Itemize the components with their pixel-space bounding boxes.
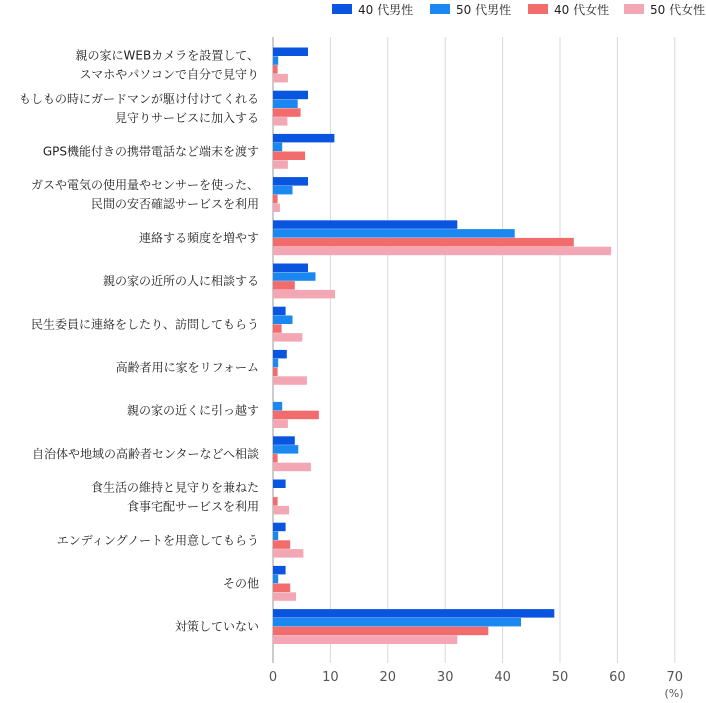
category-label: 親の家の近所の人に相談する bbox=[102, 274, 259, 289]
x-tick-label: 20 bbox=[379, 670, 397, 685]
bar bbox=[273, 247, 611, 256]
bar bbox=[273, 420, 288, 429]
legend-swatch bbox=[624, 4, 644, 14]
bar bbox=[273, 368, 278, 377]
bar bbox=[273, 195, 278, 204]
bar bbox=[273, 152, 305, 161]
bar bbox=[273, 229, 515, 238]
bar bbox=[273, 333, 302, 342]
bar bbox=[273, 480, 286, 489]
category-label: 食生活の維持と見守りを兼ねた食事宅配サービスを利用 bbox=[90, 480, 259, 514]
legend-swatch bbox=[528, 4, 548, 14]
category-labels bbox=[19, 48, 259, 634]
bar bbox=[273, 290, 335, 299]
bar bbox=[273, 264, 308, 273]
bar bbox=[273, 575, 278, 584]
bar bbox=[273, 584, 290, 593]
bar bbox=[273, 549, 303, 558]
category-label: 自治体や地域の高齢者センターなどへ相談 bbox=[31, 446, 259, 461]
x-tick-label: 10 bbox=[322, 670, 339, 685]
bar bbox=[273, 497, 278, 506]
legend-label: 50 代男性 bbox=[456, 3, 512, 17]
category-label: 親の家の近くに引っ越す bbox=[126, 403, 259, 418]
category-label: 対策していない bbox=[174, 619, 259, 634]
x-tick-label: 50 bbox=[551, 670, 569, 685]
bar bbox=[273, 506, 289, 515]
bar bbox=[273, 540, 290, 549]
category-label: エンディングノートを用意してもらう bbox=[56, 533, 259, 548]
chart-gridlines bbox=[273, 37, 675, 663]
bar bbox=[273, 134, 334, 143]
bar bbox=[273, 411, 319, 420]
bar bbox=[273, 100, 298, 109]
legend-swatch bbox=[430, 4, 450, 14]
bar bbox=[273, 324, 282, 333]
bar bbox=[273, 454, 278, 463]
legend-label: 40 代男性 bbox=[358, 3, 414, 17]
x-axis-ticks bbox=[269, 670, 683, 685]
bar bbox=[273, 463, 311, 472]
bar bbox=[273, 359, 278, 368]
bar bbox=[273, 436, 295, 445]
category-label: 親の家にWEBカメラを設置して、スマホやパソコンで自分で見守り bbox=[75, 48, 259, 82]
legend-swatch bbox=[332, 4, 352, 14]
legend-label: 40 代女性 bbox=[554, 3, 610, 17]
category-label: 連絡する頻度を増やす bbox=[138, 230, 259, 245]
bar bbox=[273, 281, 295, 290]
bar bbox=[273, 523, 286, 532]
bar bbox=[273, 402, 282, 411]
bar bbox=[273, 74, 288, 83]
legend-label: 50 代女性 bbox=[650, 3, 706, 17]
bar bbox=[273, 627, 488, 636]
bar bbox=[273, 316, 293, 325]
bar bbox=[273, 160, 288, 169]
category-label: 高齢者用に家をリフォーム bbox=[115, 360, 259, 375]
x-tick-label: 40 bbox=[494, 670, 511, 685]
bar bbox=[273, 177, 308, 186]
bar bbox=[273, 91, 308, 100]
bar bbox=[273, 117, 287, 126]
category-label: 民生委員に連絡をしたり、訪問してもらう bbox=[30, 317, 259, 332]
x-tick-label: 0 bbox=[268, 670, 278, 685]
bar bbox=[273, 238, 574, 247]
bar bbox=[273, 186, 293, 195]
category-label: もしもの時にガードマンが駆け付けてくれる見守りサービスに加入する bbox=[18, 91, 259, 125]
bar bbox=[273, 609, 554, 618]
category-label: GPS機能付きの携帯電話など端末を渡す bbox=[42, 144, 259, 159]
bar bbox=[273, 532, 278, 541]
bar bbox=[273, 618, 521, 627]
x-tick-label: 60 bbox=[609, 670, 626, 685]
bar bbox=[273, 108, 301, 117]
category-label: ガスや電気の使用量やセンサーを使った、民間の安否確認サービスを利用 bbox=[30, 178, 259, 212]
bar bbox=[273, 307, 286, 316]
bar bbox=[273, 65, 278, 74]
bar bbox=[273, 592, 296, 601]
bar bbox=[273, 272, 316, 281]
bar bbox=[273, 445, 298, 454]
bar bbox=[273, 350, 287, 359]
bar bbox=[273, 143, 282, 152]
bar bbox=[273, 204, 280, 213]
bar bbox=[273, 48, 308, 57]
bar bbox=[273, 220, 457, 229]
x-tick-label: 30 bbox=[436, 670, 454, 685]
bar bbox=[273, 56, 278, 65]
category-label: その他 bbox=[222, 576, 259, 591]
bar bbox=[273, 376, 307, 385]
x-axis-unit-label: (%) bbox=[664, 687, 684, 700]
bar bbox=[273, 636, 457, 645]
x-tick-label: 70 bbox=[666, 670, 684, 685]
bar bbox=[273, 566, 286, 575]
chart-legend bbox=[332, 2, 705, 17]
